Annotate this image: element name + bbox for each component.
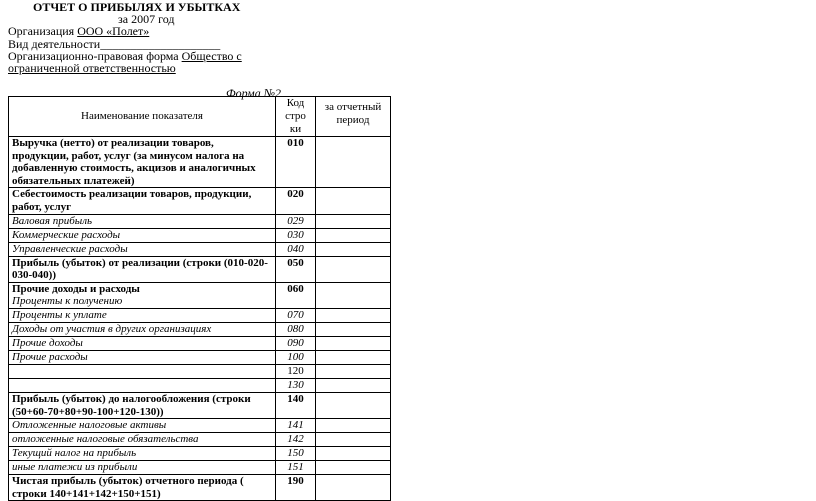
table-row [9, 461, 391, 475]
row-value-cell[interactable] [316, 364, 391, 378]
row-name-text: Коммерческие расходы [12, 228, 121, 241]
row-name-text: Управленческие расходы [12, 242, 128, 255]
row-code: 130 [276, 378, 316, 392]
table-row [9, 350, 391, 364]
row-code: 010 [276, 137, 316, 188]
row-name [9, 282, 276, 308]
row-code: 060 [276, 282, 316, 308]
row-code: 070 [276, 308, 316, 322]
row-value-cell[interactable] [316, 475, 391, 501]
row-value-cell[interactable] [316, 256, 391, 282]
table-row [9, 475, 391, 501]
row-code: 050 [276, 256, 316, 282]
row-name [9, 419, 276, 433]
row-name-text: Прочие доходы и расходы [12, 282, 140, 295]
row-name [9, 228, 276, 242]
column-header-period: за отчетный период [316, 97, 391, 137]
row-name [9, 336, 276, 350]
row-sub-text: Проценты к получению [12, 295, 123, 308]
row-name-text: Прибыль (убыток) до налогообложения (строки (50+60-70+80+90-100+120-130)) [12, 392, 251, 418]
row-value-cell[interactable] [316, 228, 391, 242]
row-value-cell[interactable] [316, 378, 391, 392]
table-header-row [9, 97, 391, 137]
row-code: 020 [276, 188, 316, 214]
table-row [9, 364, 391, 378]
row-value-cell[interactable] [316, 214, 391, 228]
row-code: 190 [276, 475, 316, 501]
report-title: ОТЧЕТ О ПРИБЫЛЯХ И УБЫТКАХ [33, 0, 241, 14]
row-value-cell[interactable] [316, 461, 391, 475]
row-name [9, 350, 276, 364]
organization-line [8, 24, 149, 38]
legal-form-value-1: Общество с [181, 49, 242, 63]
row-name [9, 256, 276, 282]
row-name [9, 378, 276, 392]
row-code: 080 [276, 322, 316, 336]
row-value-cell[interactable] [316, 188, 391, 214]
row-value-cell[interactable] [316, 447, 391, 461]
organization-label: Организация [8, 24, 78, 38]
row-name-text: Прибыль (убыток) от реализации (строки (010-020-030-040)) [12, 256, 268, 282]
row-code: 090 [276, 336, 316, 350]
row-value-cell[interactable] [316, 433, 391, 447]
table-row [9, 137, 391, 188]
table-row [9, 433, 391, 447]
row-value-cell[interactable] [316, 392, 391, 418]
row-name-text: иные платежи из прибыли [12, 461, 138, 474]
row-name [9, 392, 276, 418]
row-code: 120 [276, 364, 316, 378]
row-code: 030 [276, 228, 316, 242]
row-value-cell[interactable] [316, 350, 391, 364]
report-table [8, 96, 391, 501]
row-name-text: Доходы от участия в других организациях [12, 322, 212, 335]
table-row [9, 447, 391, 461]
legal-form-value-2: ограниченной ответственностью [8, 61, 176, 75]
row-name [9, 364, 276, 378]
table-row [9, 322, 391, 336]
table-row [9, 419, 391, 433]
table-row [9, 336, 391, 350]
row-code: 150 [276, 447, 316, 461]
row-value-cell[interactable] [316, 419, 391, 433]
table-row [9, 256, 391, 282]
table-row [9, 282, 391, 308]
row-name-text: отложенные налоговые обязательства [12, 433, 199, 446]
row-value-cell[interactable] [316, 336, 391, 350]
table-row [9, 188, 391, 214]
row-value-cell[interactable] [316, 242, 391, 256]
activity-label: Вид деятельности [8, 37, 101, 51]
row-code: 141 [276, 419, 316, 433]
table-row [9, 392, 391, 418]
form-number: Форма №2 [226, 86, 282, 100]
table-row [9, 228, 391, 242]
row-code: 151 [276, 461, 316, 475]
row-name-text: Отложенные налоговые активы [12, 419, 167, 432]
row-value-cell[interactable] [316, 322, 391, 336]
table-row [9, 308, 391, 322]
report-year: за 2007 год [118, 12, 175, 26]
row-name-text: Себестоимость реализации товаров, продукции, работ, услуг [12, 188, 252, 213]
table-row [9, 378, 391, 392]
row-name-text: Текущий налог на прибыль [12, 447, 137, 460]
row-value-cell[interactable] [316, 308, 391, 322]
row-name-text: Прочие доходы [12, 336, 83, 349]
row-name-text: Чистая прибыль (убыток) отчетного периода ( строки 140+141+142+150+151) [12, 475, 244, 500]
table-row [9, 242, 391, 256]
row-name [9, 308, 276, 322]
row-name [9, 322, 276, 336]
legal-form-label: Организационно-правовая форма [8, 49, 182, 63]
row-name [9, 188, 276, 214]
column-header-name: Наименование показателя [9, 97, 276, 137]
row-code: 029 [276, 214, 316, 228]
organization-value: ООО «Полет» [77, 24, 150, 38]
row-value-cell[interactable] [316, 137, 391, 188]
row-name [9, 214, 276, 228]
row-value-cell[interactable] [316, 282, 391, 308]
row-name-text: Прочие расходы [12, 350, 88, 363]
row-name-text: Выручка (нетто) от реализации товаров, продукции, работ, услуг (за минусом налога на добавленную стоимость, акцизов и аналогичных обязательных платежей) [12, 137, 256, 187]
row-code: 040 [276, 242, 316, 256]
row-code: 140 [276, 392, 316, 418]
row-name-text: Проценты к уплате [12, 308, 107, 321]
column-header-code: Код стро ки [276, 97, 316, 137]
row-name [9, 447, 276, 461]
row-name [9, 461, 276, 475]
row-code: 100 [276, 350, 316, 364]
row-name [9, 475, 276, 501]
row-name [9, 433, 276, 447]
row-name-text: Валовая прибыль [12, 214, 92, 227]
row-name [9, 242, 276, 256]
activity-value: ____________________ [100, 37, 221, 51]
row-name [9, 137, 276, 188]
table-row [9, 214, 391, 228]
row-code: 142 [276, 433, 316, 447]
